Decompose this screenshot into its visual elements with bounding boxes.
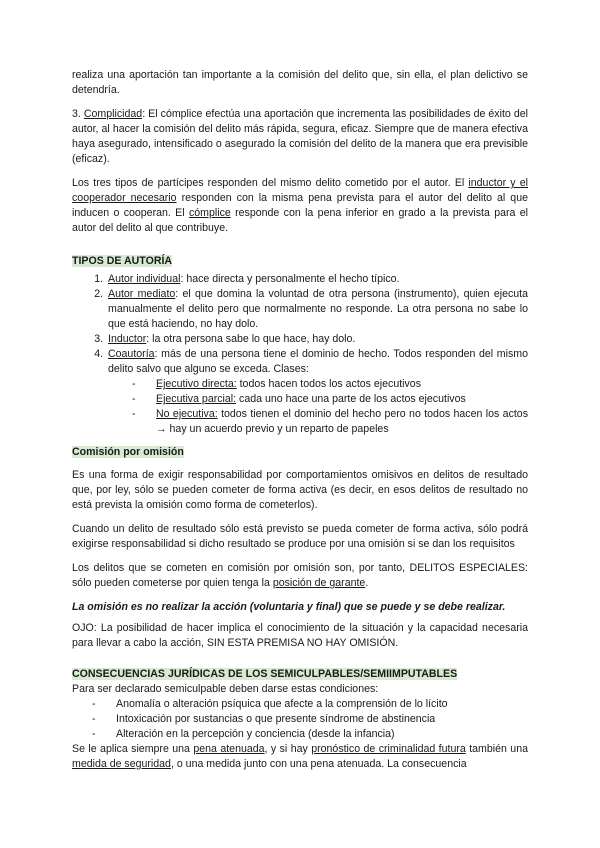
list-item [106,347,528,437]
list-item-text: : el que domina la voluntad de otra persona (instrumento), quien ejecuta manualmente el delito pero que normalmente no responde. La otra persona no sabe lo que está haciendo, no hay dolo. [108,288,528,330]
inductor-term: inductor y el cooperador necesario [72,177,528,204]
pena-atenuada-term: pena atenuada [193,743,265,755]
complice-term: cómplice [188,207,231,219]
participes-paragraph [72,176,528,236]
list-item: - Alteración en la percepción y conciencia (desde la infancia) [92,727,528,742]
list-item-text: : más de una persona tiene el dominio de hecho. Todos responden del mismo delito salvo que alguno se exceda. Clases: [108,348,528,375]
complicidad-paragraph [72,107,528,167]
omision-text: Los delitos que se cometen en comisión por omisión son, por tanto, DELITOS ESPECIALES: sólo pueden cometerse por quien tenga la [72,562,528,589]
consecuencias-text: , o una medida junto con una pena atenuada. La consecuencia [170,758,467,770]
consecuencias-text: Se le aplica siempre una [72,743,194,755]
omision-note: OJO: La posibilidad de hacer implica el conocimiento de la situación y la capacidad necesaria para llevar a cabo la acción, SIN ESTA PREMISA NO HAY OMISIÓN. [72,622,528,649]
participes-text-3: responde con la pena inferior en grado a la prevista para el autor del delito al que contribuye. [72,207,529,234]
tipos-autoria-heading-text: TIPOS DE AUTORÍA [72,255,173,267]
sublist-item [132,407,528,437]
list-item-text: : hace directa y personalmente el hecho típico. [180,273,400,285]
complicidad-term: Complicidad [83,108,143,120]
consecuencias-heading-text: CONSECUENCIAS JURÍDICAS DE LOS SEMICULPABLES/SEMIIMPUTABLES [72,668,458,680]
omision-paragraph-2: Cuando un delito de resultado sólo está previsto se pueda cometer de forma activa, sólo podrá exigirse responsabilidad si dicho resultado se produce por una omisión si se dan los requisitos [72,523,528,550]
tipos-autoria-heading [72,254,528,269]
list-item-term: Inductor [108,333,147,345]
consecuencias-heading [72,667,528,682]
omision-text-end: . [365,577,369,589]
list-item [106,287,528,332]
complicidad-text: : El cómplice efectúa una aportación que incrementa las posibilidades de éxito del autor, al hacer la comisión del delito más rápida, segura, eficaz. Siempre que de manera efectiva haya asegurado, intensificado o asegurado la comisión del delito de la manera que era previsible (eficaz). [72,108,528,165]
omision-definition: La omisión es no realizar la acción (voluntaria y final) que se puede y se debe realizar. [72,601,506,613]
list-item-term: Coautoría [108,348,155,360]
list-item-term: Autor individual [108,273,181,285]
list-number: 3. [72,108,81,120]
omision-heading-text: Comisión por omisión [72,446,184,458]
list-item [106,332,528,347]
consecuencias-text: también una [465,743,528,755]
garante-term: posición de garante [272,577,366,589]
medida-seguridad-term: medida de seguridad [72,758,171,770]
sublist-item-term: No ejecutiva: [156,408,218,420]
list-item: - Intoxicación por sustancias o que presente síndrome de abstinencia [92,712,528,727]
list-item-term: Autor mediato [108,288,176,300]
list-item-text: : la otra persona sabe lo que hace, hay dolo. [146,333,356,345]
consecuencias-text: , y si hay [264,743,312,755]
sublist-item [132,392,528,407]
omision-paragraph-1: Es una forma de exigir responsabilidad por comportamientos omisivos en delitos de resultado que, por ley, sólo se pueden cometer de forma activa (es decir, en esos delitos de resultado no está prevista la omisión como forma de cometerlos). [72,469,528,511]
sublist-item [132,377,528,392]
participes-text-2: responden con la misma pena prevista para el autor del delito al que inducen o cooperan. El [72,192,528,219]
participes-text-1: Los tres tipos de partícipes responden del mismo delito cometido por el autor. El [72,177,469,189]
sublist-item-text: cada uno hace una parte de los actos ejecutivos [236,393,466,405]
omision-paragraph-3 [72,561,528,591]
coautoria-sublist [108,377,528,437]
sublist-item-text: todos hacen todos los actos ejecutivos [236,378,421,390]
sublist-item-term: Ejecutiva parcial: [156,393,237,405]
pronostico-term: pronóstico de criminalidad futura [311,743,466,755]
omision-heading [72,445,528,460]
list-item: - Anomalía o alteración psíquica que afecte a la comprensión de lo lícito [92,697,528,712]
consecuencias-paragraph [72,742,528,772]
consecuencias-intro: Para ser declarado semiculpable deben darse estas condiciones: [72,683,379,695]
intro-paragraph: realiza una aportación tan importante a la comisión del delito que, sin ella, el plan delictivo se detendría. [72,69,528,96]
sublist-item-text: todos tienen el dominio del hecho pero no todos hacen los actos → hay un acuerdo previo y un reparto de papeles [156,408,528,435]
tipos-autoria-list [72,272,528,437]
sublist-item-term: Ejecutivo directa: [156,378,237,390]
consecuencias-list [72,697,528,742]
list-item [106,272,528,287]
